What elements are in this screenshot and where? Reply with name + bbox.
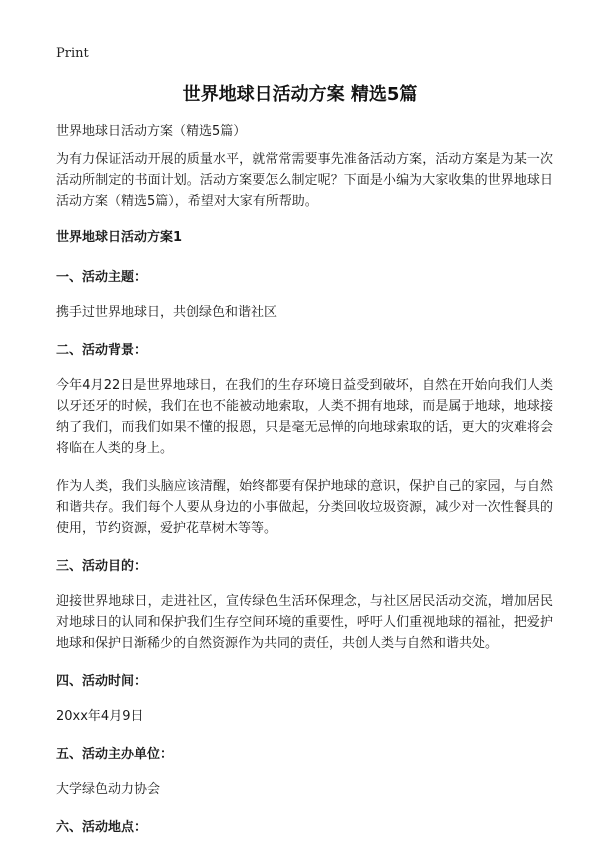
- intro-paragraph: 为有力保证活动开展的质量水平，就常常需要事先准备活动方案，活动方案是为某一次活动所制定的书面计划。活动方案要怎么制定呢？下面是小编为大家收集的世界地球日活动方案（精选5篇），希望对大家有所帮助。: [56, 152, 553, 209]
- section-heading-purpose: 三、活动目的：: [56, 559, 148, 574]
- section-text-theme: 携手过世界地球日，共创绿色和谐社区: [56, 305, 278, 320]
- section-text-organizer: 大学绿色动力协会: [56, 782, 161, 797]
- document-subtitle: 世界地球日活动方案（精选5篇）: [56, 124, 247, 139]
- section-text-purpose: 迎接世界地球日，走进社区，宣传绿色生活环保理念，与社区居民活动交流，增加居民对地球日的认同和保护我们生存空间环境的重要性，呼吁人们重视地球的福祉，把爱护地球和保护日渐稀少的自然资源作为共同的责任，共创人类与自然和谐共处。: [56, 594, 553, 651]
- document-title: 世界地球日活动方案 精选5篇: [182, 84, 418, 105]
- section-heading-organizer: 五、活动主办单位：: [56, 747, 174, 762]
- section-text-time: 20xx年4月9日: [56, 709, 144, 724]
- section-heading-background: 二、活动背景：: [56, 343, 148, 358]
- section-heading-location: 六、活动地点：: [56, 820, 148, 835]
- section-heading-time: 四、活动时间：: [56, 674, 148, 689]
- print-link[interactable]: Print: [56, 46, 89, 61]
- section-text-background-1: 今年4月22日是世界地球日，在我们的生存环境日益受到破坏，自然在开始向我们人类以牙还牙的时候，我们在也不能被动地索取，人类不拥有地球，而是属于地球，地球接纳了我们，而我们如果不懂的报恩，只是毫无忌惮的向地球索取的话，更大的灾难将会将临在人类的身上。: [56, 378, 553, 456]
- document-body: [56, 121, 553, 852]
- section-text-background-2: 作为人类，我们头脑应该清醒，始终都要有保护地球的意识，保护自己的家园，与自然和谐共存。我们每个人要从身边的小事做起，分类回收垃圾资源，减少对一次性餐具的使用，节约资源，爱护花草树木等等。: [56, 479, 553, 536]
- plan-title: 世界地球日活动方案1: [56, 230, 183, 245]
- section-heading-theme: 一、活动主题：: [56, 270, 148, 285]
